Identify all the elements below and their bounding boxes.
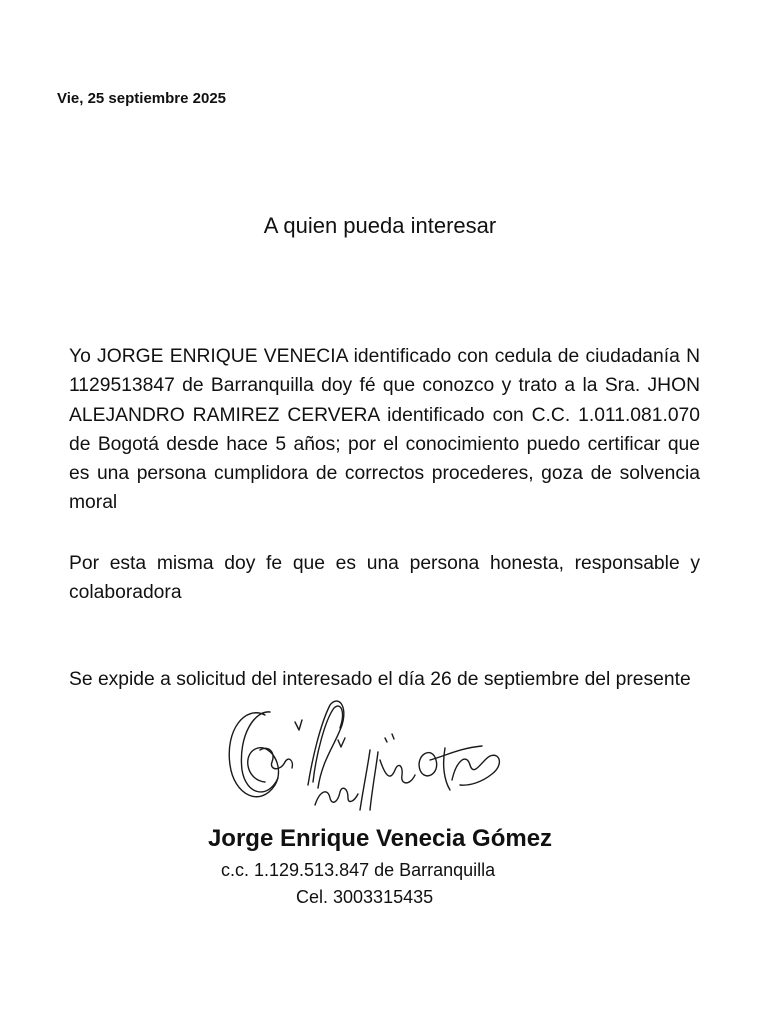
signer-id-line: c.c. 1.129.513.847 de Barranquilla <box>221 860 496 880</box>
signer-name: Jorge Enrique Venecia Gómez <box>207 825 553 852</box>
letter-paragraph-3: Se expide a solicitud del interesado el día 26 de septiembre del presente <box>69 669 691 690</box>
letter-paragraph-2: Por esta misma doy fe que es una persona honesta, responsable y colaboradora <box>69 553 700 604</box>
letter-date: Vie, 25 septiembre 2025 <box>57 90 226 107</box>
signer-phone-line: Cel. 3003315435 <box>296 887 434 907</box>
letter-paragraph-1: Yo JORGE ENRIQUE VENECIA identificado con cedula de ciudadanía N 1129513847 de Barranquilla doy fé que conozco y trato a la Sra. JHON ALEJANDRO RAMIREZ CERVERA identificado con C.C. 1.011.081.070 de Bogotá desde hace 5 años; por el conocimiento puedo certificar que es una persona cumplidora de correctos procederes, goza de solvencia moral <box>69 346 700 514</box>
letter-title: A quien pueda interesar <box>263 213 497 238</box>
handwritten-signature <box>220 690 510 820</box>
